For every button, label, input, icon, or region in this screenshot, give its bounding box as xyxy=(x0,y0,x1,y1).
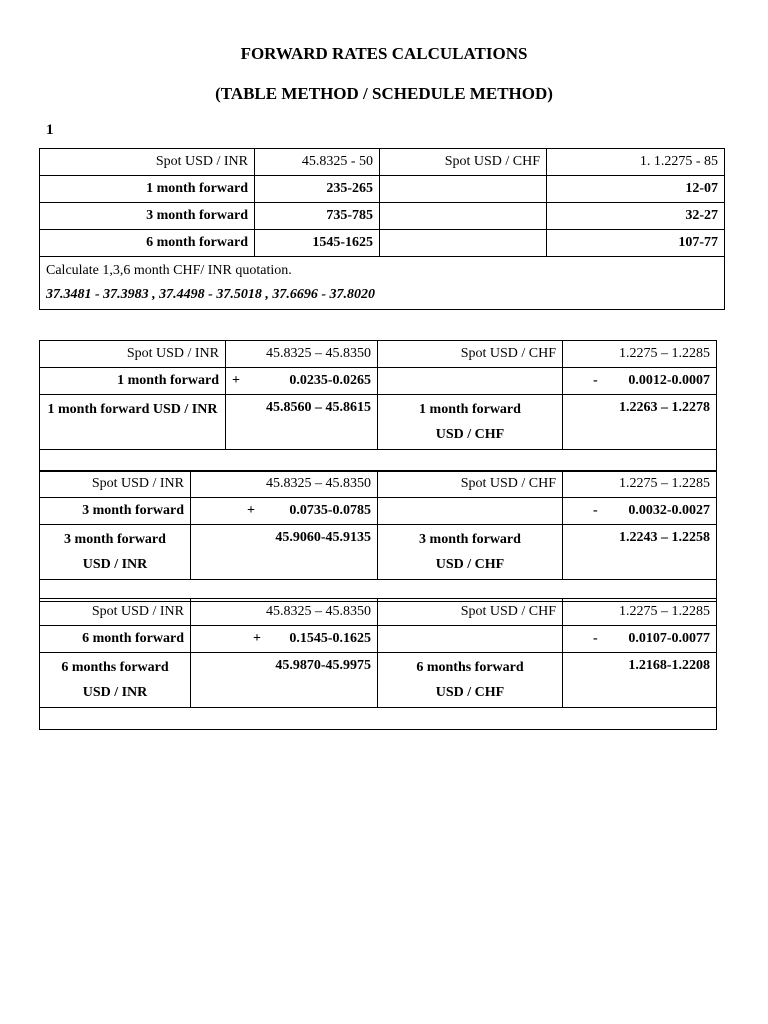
minus-sign: - xyxy=(593,631,598,646)
spot-usd-inr-label: Spot USD / INR xyxy=(40,471,191,498)
table-row xyxy=(40,708,717,730)
table-row xyxy=(40,525,717,580)
table-row xyxy=(40,599,717,626)
result-inr-label: 6 months forward USD / INR xyxy=(40,653,191,708)
inr-forward-points xyxy=(226,368,378,395)
inr-points: 1545-1625 xyxy=(255,230,380,257)
empty-cell xyxy=(380,203,547,230)
result-chf-label: 6 months forward USD / CHF xyxy=(378,653,563,708)
table-row xyxy=(40,626,717,653)
empty-cell xyxy=(380,230,547,257)
question-cell xyxy=(40,257,725,310)
result-chf-label: 1 month forward USD / CHF xyxy=(378,395,563,450)
forward-label: 1 month forward xyxy=(40,368,226,395)
chf-points: 107-77 xyxy=(547,230,725,257)
forward-label: 3 month forward xyxy=(40,498,191,525)
spot-usd-inr-label: Spot USD / INR xyxy=(40,149,255,176)
table-row xyxy=(40,395,717,450)
spot-usd-chf-label: Spot USD / CHF xyxy=(378,599,563,626)
plus-sign: + xyxy=(247,503,255,518)
table-row xyxy=(40,450,717,472)
row-label: 3 month forward xyxy=(40,203,255,230)
result-chf-label: 3 month forward USD / CHF xyxy=(378,525,563,580)
result-chf-value: 1.2168-1.2208 xyxy=(563,653,717,708)
table-row xyxy=(40,230,725,257)
spot-usd-inr-label: Spot USD / INR xyxy=(40,341,226,368)
spot-usd-inr-value: 45.8325 – 45.8350 xyxy=(226,341,378,368)
question-text: Calculate 1,3,6 month CHF/ INR quotation. xyxy=(46,263,292,278)
result-inr-label: 1 month forward USD / INR xyxy=(40,395,226,450)
empty-row xyxy=(40,708,717,730)
spot-usd-chf-value: 1. 1.2275 - 85 xyxy=(547,149,725,176)
spot-usd-inr-label: Spot USD / INR xyxy=(40,599,191,626)
inr-forward-points xyxy=(191,498,378,525)
table-row xyxy=(40,368,717,395)
table-row xyxy=(40,149,725,176)
chf-forward-points xyxy=(563,498,717,525)
spot-usd-inr-value: 45.8325 - 50 xyxy=(255,149,380,176)
chf-points: 0.0032-0.0027 xyxy=(628,503,710,518)
spot-usd-chf-label: Spot USD / CHF xyxy=(378,341,563,368)
minus-sign: - xyxy=(593,503,598,518)
row-label: 1 month forward xyxy=(40,176,255,203)
inr-forward-points xyxy=(191,626,378,653)
chf-points: 0.0012-0.0007 xyxy=(628,373,710,388)
page-subtitle: (TABLE METHOD / SCHEDULE METHOD) xyxy=(215,84,553,103)
table-row xyxy=(40,203,725,230)
answer-text: 37.3481 - 37.3983 , 37.4498 - 37.5018 , 37.6696 - 37.8020 xyxy=(46,287,375,302)
table-row xyxy=(40,257,725,310)
page-title: FORWARD RATES CALCULATIONS xyxy=(240,44,528,63)
spot-usd-chf-label: Spot USD / CHF xyxy=(378,471,563,498)
spot-usd-chf-value: 1.2275 – 1.2285 xyxy=(563,471,717,498)
table-row xyxy=(40,176,725,203)
result-chf-value: 1.2243 – 1.2258 xyxy=(563,525,717,580)
inr-points: 235-265 xyxy=(255,176,380,203)
chf-forward-points xyxy=(563,626,717,653)
spot-usd-chf-value: 1.2275 – 1.2285 xyxy=(563,599,717,626)
empty-cell xyxy=(378,626,563,653)
empty-row xyxy=(40,450,717,472)
chf-points: 32-27 xyxy=(547,203,725,230)
solution-table-3-month xyxy=(39,470,717,602)
result-inr-value: 45.8560 – 45.8615 xyxy=(226,395,378,450)
result-inr-label: 3 month forward USD / INR xyxy=(40,525,191,580)
chf-points: 0.0107-0.0077 xyxy=(628,631,710,646)
spot-usd-inr-value: 45.8325 – 45.8350 xyxy=(191,471,378,498)
solution-table-1-month xyxy=(39,340,717,472)
table-row xyxy=(40,653,717,708)
result-inr-value: 45.9060-45.9135 xyxy=(191,525,378,580)
spot-usd-chf-label: Spot USD / CHF xyxy=(380,149,547,176)
problem-number: 1 xyxy=(46,122,54,138)
empty-cell xyxy=(380,176,547,203)
table-row xyxy=(40,471,717,498)
inr-points: 735-785 xyxy=(255,203,380,230)
result-inr-value: 45.9870-45.9975 xyxy=(191,653,378,708)
result-chf-value: 1.2263 – 1.2278 xyxy=(563,395,717,450)
table-row xyxy=(40,341,717,368)
empty-cell xyxy=(378,498,563,525)
chf-forward-points xyxy=(563,368,717,395)
chf-points: 12-07 xyxy=(547,176,725,203)
solution-table-6-month xyxy=(39,598,717,730)
empty-cell xyxy=(378,368,563,395)
row-label: 6 month forward xyxy=(40,230,255,257)
plus-sign: + xyxy=(232,373,240,388)
table-row xyxy=(40,498,717,525)
spot-usd-chf-value: 1.2275 – 1.2285 xyxy=(563,341,717,368)
inr-points: 0.0235-0.0265 xyxy=(289,373,371,388)
inr-points: 0.0735-0.0785 xyxy=(289,503,371,518)
forward-label: 6 month forward xyxy=(40,626,191,653)
plus-sign: + xyxy=(253,631,261,646)
minus-sign: - xyxy=(593,373,598,388)
problem-table xyxy=(39,148,725,310)
inr-points: 0.1545-0.1625 xyxy=(289,631,371,646)
spot-usd-inr-value: 45.8325 – 45.8350 xyxy=(191,599,378,626)
